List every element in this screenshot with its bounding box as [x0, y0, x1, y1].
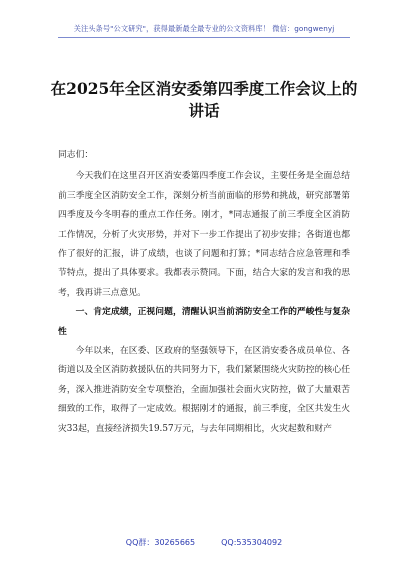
document-title: 在2025年全区消安委第四季度工作会议上的讲话 — [50, 79, 358, 120]
footer-contact — [0, 537, 408, 548]
salutation: 同志们： — [58, 150, 94, 160]
body-paragraph: 今天我们在这里召开区消安委第四季度工作会议，主要任务是全面总结前三季度全区消防安全工作，深刻分析当前面临的形势和挑战，研究部署第四季度及今冬明春的重点工作任务。刚才，*同志通报了前三季度全区消防工作情况，分析了火灾形势，并对下一步工作提出了初步安排；各街道也都作了很好的汇报，讲了成绩，也谈了问题和打算；*同志结合应急管理和季节特点，提出了具体要求。我都表示赞同。下面，结合大家的发言和我的思考，我再讲三点意见。 — [58, 171, 350, 298]
footer-qq: QQ:535304092 — [221, 538, 283, 547]
header-divider — [58, 37, 350, 38]
section-heading: 一、肯定成绩，正视问题，清醒认识当前消防安全工作的严峻性与复杂性 — [58, 307, 350, 337]
footer-qq-group: QQ群：30265665 — [125, 538, 196, 547]
header-banner: 关注头条号"公文研究"，获得最新最全最专业的公文资料库！ 微信：gongwenyj — [73, 24, 335, 33]
body-paragraph: 今年以来，在区委、区政府的坚强领导下，在区消安委各成员单位、各街道以及全区消防救援队伍的共同努力下，我们紧紧围绕火灾防控的核心任务，深入推进消防安全专项整治，全面加强社会面火灾防控，做了大量艰苦细致的工作，取得了一定成效。根据刚才的通报，前三季度，全区共发生火灾33起，直接经济损失19.57万元，与去年同期相比，火灾起数和财产 — [58, 346, 350, 434]
document-body — [58, 146, 350, 439]
